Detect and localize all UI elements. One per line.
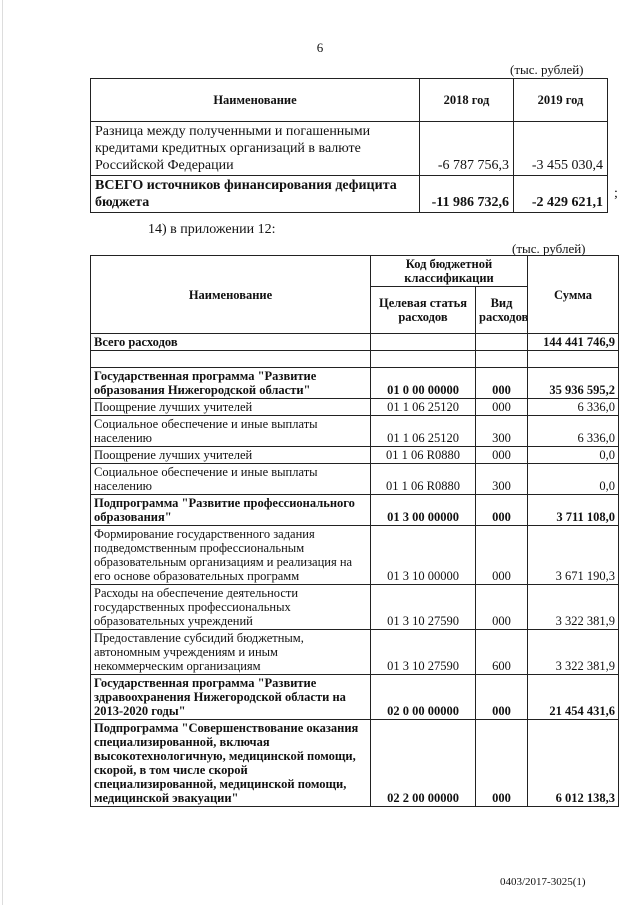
row-sum: 6 012 138,3: [528, 720, 619, 807]
table-row: [91, 720, 619, 807]
table1-row-name: ВСЕГО источников финансирования дефицита бюджета: [91, 176, 420, 213]
row-name: Социальное обеспечение и иные выплаты населению: [91, 464, 371, 495]
row-name: Подпрограмма "Развитие профессионального образования": [91, 495, 371, 526]
row-target: 01 3 10 27590: [371, 585, 476, 630]
table-row: [91, 675, 619, 720]
table2-header-type: Вид расходов: [476, 287, 528, 334]
row-sum: 0,0: [528, 447, 619, 464]
table-row: [91, 416, 619, 447]
table-row: [91, 351, 619, 368]
page-number: 6: [316, 40, 324, 55]
table1-row-2019: -3 455 030,4: [514, 122, 608, 176]
row-name: Поощрение лучших учителей: [91, 399, 371, 416]
row-type: 000: [476, 368, 528, 399]
row-type: 600: [476, 630, 528, 675]
row-target: 02 2 00 00000: [371, 720, 476, 807]
table1-header-2019: 2019 год: [514, 79, 608, 122]
row-target: [371, 334, 476, 351]
row-type: 000: [476, 675, 528, 720]
row-name: Расходы на обеспечение деятельности государственных профессиональных образовательных учреждений: [91, 585, 371, 630]
table-row: [91, 495, 619, 526]
table1-row-name: Разница между полученными и погашенными кредитами кредитных организаций в валюте Российской Федерации: [91, 122, 420, 176]
row-name: Формирование государственного задания подведомственным профессиональным образовательным организациям и реализация на его основе образовательных программ: [91, 526, 371, 585]
row-type: 000: [476, 720, 528, 807]
row-name: Предоставление субсидий бюджетным, автономным учреждениям и иным некоммерческим организациям: [91, 630, 371, 675]
row-target: [371, 351, 476, 368]
table-row: [91, 176, 608, 213]
row-type: 000: [476, 495, 528, 526]
row-sum: 6 336,0: [528, 416, 619, 447]
table2-header-row-1: [91, 256, 619, 287]
table-row: [91, 122, 608, 176]
table-row: [91, 399, 619, 416]
row-target: 01 3 00 00000: [371, 495, 476, 526]
row-name: Всего расходов: [91, 334, 371, 351]
row-sum: 6 336,0: [528, 399, 619, 416]
table1-header-row: [91, 79, 608, 122]
row-sum: 0,0: [528, 464, 619, 495]
document-code: 0403/2017-3025(1): [500, 876, 586, 888]
row-target: 01 0 00 00000: [371, 368, 476, 399]
row-type: [476, 351, 528, 368]
row-name: [91, 351, 371, 368]
row-type: 300: [476, 416, 528, 447]
row-sum: 21 454 431,6: [528, 675, 619, 720]
table-row: [91, 585, 619, 630]
table-row: [91, 526, 619, 585]
table-row: [91, 630, 619, 675]
row-type: 000: [476, 526, 528, 585]
table-row: [91, 334, 619, 351]
expenditure-table: [90, 255, 619, 807]
table-row: [91, 368, 619, 399]
table2-header-name: Наименование: [91, 256, 371, 334]
table1-unit: (тыс. рублей): [510, 62, 584, 77]
row-type: [476, 334, 528, 351]
row-sum: 3 711 108,0: [528, 495, 619, 526]
row-name: Подпрограмма "Совершенствование оказания специализированной, включая высокотехнологичную, медицинской помощи, скорой, в том числе скорой специализированной, медицинской помощи, медицинской эвакуации": [91, 720, 371, 807]
row-name: Государственная программа "Развитие здравоохранения Нижегородской области на 2013-2020 годы": [91, 675, 371, 720]
row-sum: [528, 351, 619, 368]
row-sum: 3 671 190,3: [528, 526, 619, 585]
row-sum: 3 322 381,9: [528, 585, 619, 630]
row-target: 01 1 06 R0880: [371, 447, 476, 464]
financing-sources-table: [90, 78, 608, 213]
table-row: [91, 447, 619, 464]
section-intro: 14) в приложении 12:: [148, 222, 276, 237]
table1-header-2018: 2018 год: [420, 79, 514, 122]
table1-row-2019: -2 429 621,1: [514, 176, 608, 213]
row-target: 01 3 10 27590: [371, 630, 476, 675]
row-target: 01 3 10 00000: [371, 526, 476, 585]
table1-row-2018: -11 986 732,6: [420, 176, 514, 213]
row-target: 02 0 00 00000: [371, 675, 476, 720]
row-name: Государственная программа "Развитие образования Нижегородской области": [91, 368, 371, 399]
row-type: 000: [476, 447, 528, 464]
table-row: [91, 464, 619, 495]
row-sum: 3 322 381,9: [528, 630, 619, 675]
table2-header-target: Целевая статья расходов: [371, 287, 476, 334]
row-sum: 144 441 746,9: [528, 334, 619, 351]
table1-header-name: Наименование: [91, 79, 420, 122]
table2-header-sum: Сумма: [528, 256, 619, 334]
table1-row-2018: -6 787 756,3: [420, 122, 514, 176]
row-type: 000: [476, 399, 528, 416]
row-name: Социальное обеспечение и иные выплаты населению: [91, 416, 371, 447]
row-type: 000: [476, 585, 528, 630]
row-type: 300: [476, 464, 528, 495]
table2-unit: (тыс. рублей): [512, 241, 586, 256]
row-target: 01 1 06 25120: [371, 399, 476, 416]
row-target: 01 1 06 25120: [371, 416, 476, 447]
row-target: 01 1 06 R0880: [371, 464, 476, 495]
row-name: Поощрение лучших учителей: [91, 447, 371, 464]
scan-edge: [2, 0, 3, 905]
table2-header-code-group: Код бюджетной классификации: [371, 256, 528, 287]
row-sum: 35 936 595,2: [528, 368, 619, 399]
trailing-semicolon: ;: [614, 186, 618, 201]
